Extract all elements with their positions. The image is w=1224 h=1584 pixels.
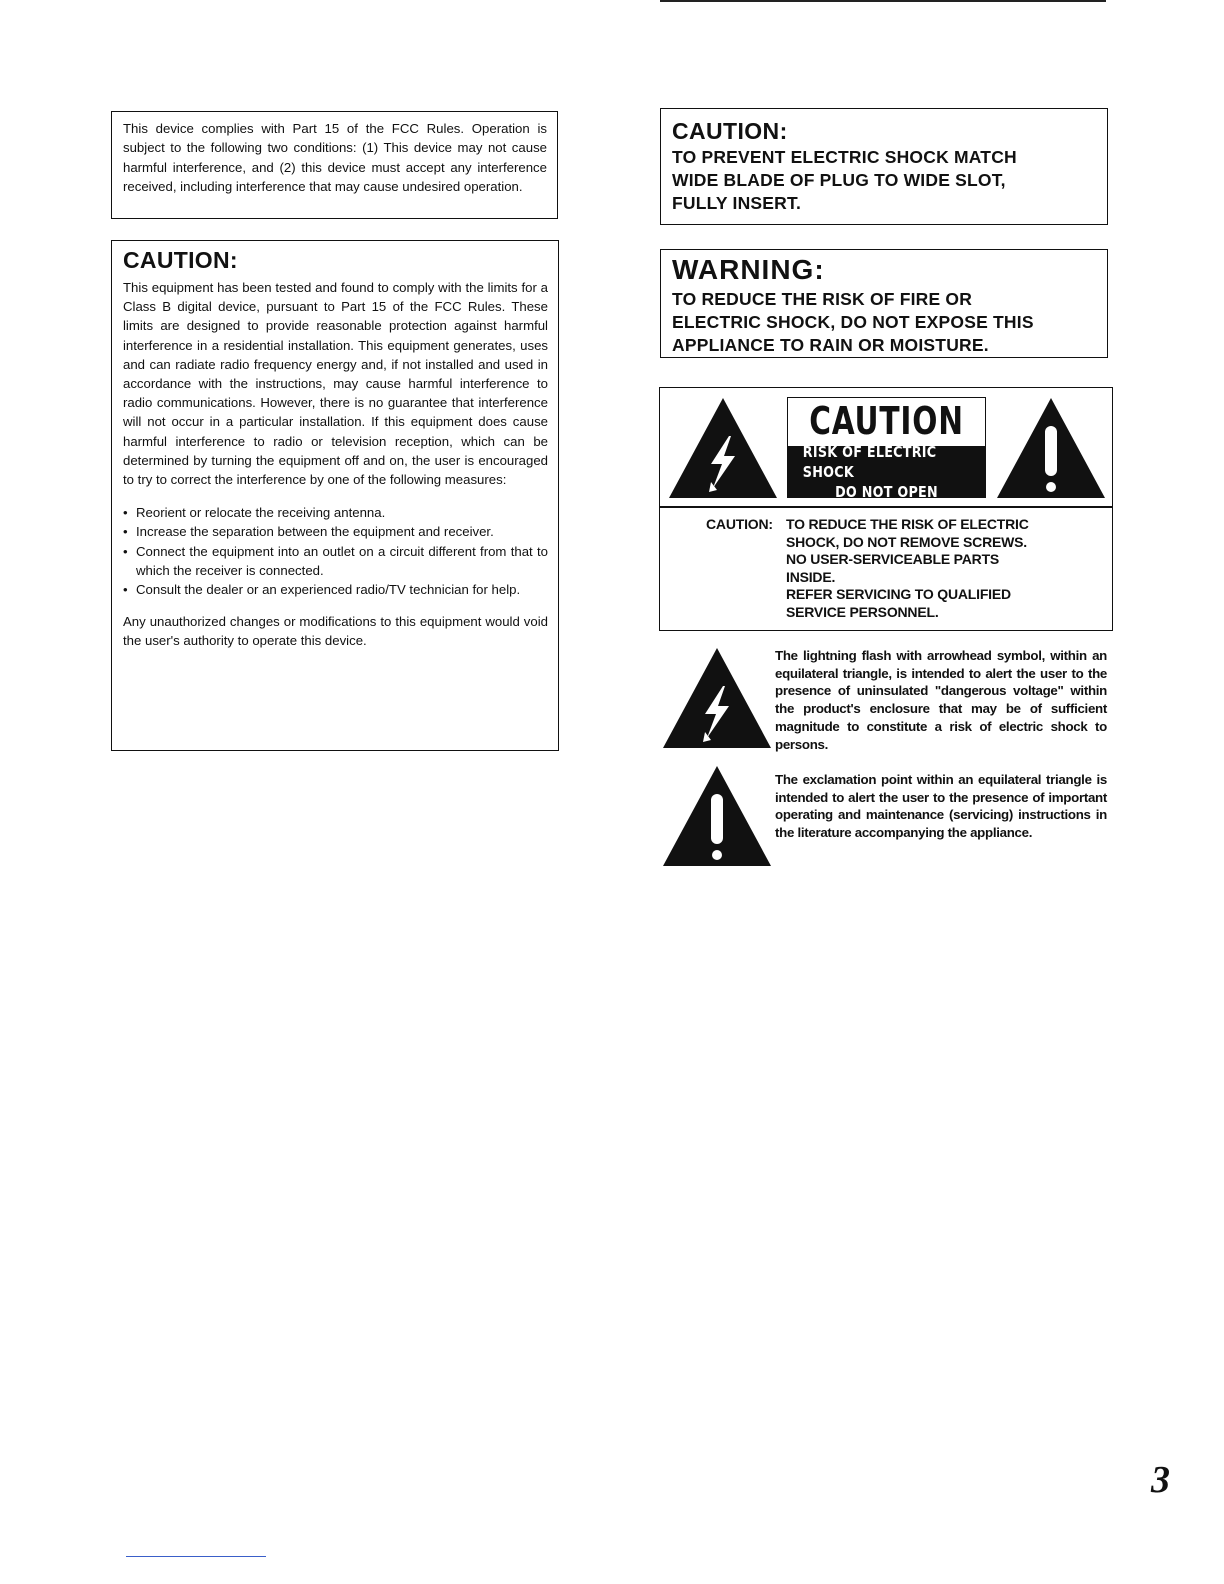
- fcc-notice-text: This device complies with Part 15 of the FCC Rules. Operation is subject to the following two conditions: (1) This device may not cause harmful interference, and (2) this device must accept any interference received, including interference that may cause undesired operation.: [123, 121, 547, 194]
- list-item: • Consult the dealer or an experienced radio/TV technician for help.: [123, 580, 548, 599]
- caution-plug-box: [660, 108, 1108, 225]
- caution-label-warning: [788, 442, 985, 501]
- list-item: • Reorient or relocate the receiving antenna.: [123, 503, 548, 522]
- lightning-explanation: The lightning flash with arrowhead symbol, within an equilateral triangle, is intended to alert the user to the presence of uninsulated "dangerous voltage" within the product's enclosure that may be of sufficient magnitude to constitute a risk of electric shock to persons.: [775, 648, 1107, 752]
- caution-plug-text: TO PREVENT ELECTRIC SHOCK MATCH WIDE BLADE OF PLUG TO WIDE SLOT, FULLY INSERT.: [672, 147, 1017, 213]
- fcc-notice-box: [111, 111, 558, 219]
- warning-box: [660, 249, 1108, 358]
- lightning-symbol-icon: [661, 646, 773, 750]
- caution-label-line1: RISK OF ELECTRIC SHOCK: [802, 442, 937, 481]
- warning-text: TO REDUCE THE RISK OF FIRE OR ELECTRIC SHOCK, DO NOT EXPOSE THIS APPLIANCE TO RAIN OR MOISTURE.: [672, 289, 1034, 355]
- caution-heading: CAUTION:: [123, 247, 238, 273]
- page-number: 3: [1151, 1459, 1170, 1501]
- list-item: • Increase the separation between the equipment and receiver.: [123, 522, 548, 541]
- warning-heading: WARNING:: [672, 254, 825, 285]
- exclamation-explanation: The exclamation point within an equilateral triangle is intended to alert the user to the presence of important operating and maintenance (servicing) instructions in the literature accompanying the appliance.: [775, 772, 1107, 841]
- caution-label-panel: [659, 387, 1113, 631]
- bullet-icon: •: [123, 524, 128, 540]
- panel-divider: [660, 506, 1112, 508]
- caution-label-word: CAUTION: [809, 398, 964, 443]
- caution-plug-heading: CAUTION:: [672, 118, 788, 144]
- measures-list: [123, 503, 548, 599]
- bottom-rule: [126, 1556, 266, 1557]
- lightning-triangle-icon: [667, 396, 779, 500]
- caution-body: This equipment has been tested and found to comply with the limits for a Class B digital device, pursuant to Part 15 of the FCC Rules. These limits are designed to provide reasonable protection against harmful interference in a residential installation. This equipment generates, uses and can radiate radio frequency energy and, if not installed and used in accordance with the instructions, may cause harmful interference to radio communications. However, there is no guarantee that interference will not occur in a particular installation. If this equipment does cause harmful interference to radio or television reception, which can be determined by turning the equipment off and on, the user is encouraged to try to correct the interference by one of the following measures:: [123, 280, 548, 488]
- caution-label-line2: DO NOT OPEN: [835, 482, 938, 501]
- exclamation-symbol-icon: [661, 764, 773, 868]
- exclamation-triangle-icon: [995, 396, 1107, 500]
- caution-caption-text: TO REDUCE THE RISK OF ELECTRIC SHOCK, DO NOT REMOVE SCREWS. NO USER-SERVICEABLE PARTS INSIDE. REFER SERVICING TO QUALIFIED SERVICE PERSONNEL.: [786, 516, 1029, 620]
- caution-caption-label: CAUTION:: [706, 516, 773, 532]
- caution-closing: Any unauthorized changes or modifications to this equipment would void the user's authority to operate this device.: [123, 614, 548, 649]
- bullet-icon: •: [123, 543, 128, 559]
- bullet-icon: •: [123, 582, 128, 598]
- list-item: • Connect the equipment into an outlet on a circuit different from that to which the receiver is connected.: [123, 543, 548, 578]
- caution-interference-box: [111, 240, 559, 751]
- caution-label: [787, 397, 986, 501]
- bullet-icon: •: [123, 505, 128, 521]
- top-rule: [660, 0, 1106, 2]
